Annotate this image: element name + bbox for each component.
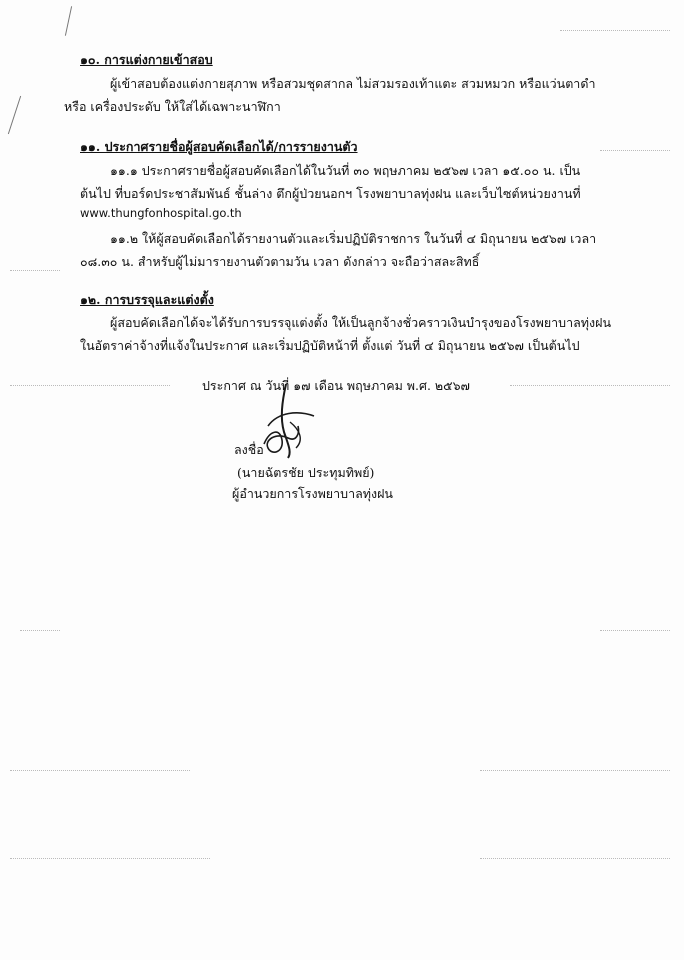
- section-10-heading: ๑๐. การแต่งกายเข้าสอบ: [80, 52, 213, 67]
- scan-speck-line: [10, 770, 190, 772]
- handwritten-signature: [258, 382, 318, 460]
- hospital-website-url: www.thungfonhospital.go.th: [80, 206, 242, 220]
- signer-name: (นายฉัตรชัย ประทุมทิพย์): [237, 465, 375, 480]
- scan-speck-line: [600, 150, 670, 152]
- scan-speck-line: [20, 630, 60, 632]
- scan-speck-line: [510, 385, 670, 387]
- scan-speck-line: [10, 270, 60, 272]
- scan-mark-left: [8, 96, 21, 134]
- announcement-date-line: ประกาศ ณ วันที่ ๑๗ เดือน พฤษภาคม พ.ศ. ๒๕๖๗: [202, 378, 470, 393]
- signer-title: ผู้อำนวยการโรงพยาบาลทุ่งฝน: [232, 486, 393, 501]
- scan-mark-top: [65, 6, 72, 36]
- scan-speck-line: [600, 630, 670, 632]
- section-11-item1-line2: ต้นไป ที่บอร์ดประชาสัมพันธ์ ชั้นล่าง ตึกผู้ป่วยนอกฯ โรงพยาบาลทุ่งฝน และเว็บไซต์หน่วยงานที่: [80, 186, 581, 201]
- section-12-body-line2: ในอัตราค่าจ้างที่แจ้งในประกาศ และเริ่มปฏิบัติหน้าที่ ตั้งแต่ วันที่ ๔ มิถุนายน ๒๕๖๗ เป็นต้นไป: [80, 338, 580, 353]
- section-11-item2-line1: ๑๑.๒ ให้ผู้สอบคัดเลือกได้รายงานตัวและเริ่มปฏิบัติราชการ ในวันที่ ๔ มิถุนายน ๒๕๖๗ เวลา: [110, 231, 597, 246]
- scan-speck-line: [560, 30, 670, 32]
- scan-speck-line: [480, 858, 670, 860]
- section-12-heading: ๑๒. การบรรจุและแต่งตั้ง: [80, 292, 214, 307]
- section-10-body-line1: ผู้เข้าสอบต้องแต่งกายสุภาพ หรือสวมชุดสากล ไม่สวมรองเท้าแตะ สวมหมวก หรือแว่นตาดำ: [110, 76, 596, 91]
- section-11-heading: ๑๑. ประกาศรายชื่อผู้สอบคัดเลือกได้/การรายงานตัว: [80, 139, 358, 154]
- section-12-body-line1: ผู้สอบคัดเลือกได้จะได้รับการบรรจุแต่งตั้ง ให้เป็นลูกจ้างชั่วคราวเงินบำรุงของโรงพยาบาลทุ่งฝน: [110, 315, 612, 330]
- scan-speck-line: [10, 858, 210, 860]
- signed-label: ลงชื่อ: [234, 442, 264, 457]
- section-11-item1-line1: ๑๑.๑ ประกาศรายชื่อผู้สอบคัดเลือกได้ในวันที่ ๓๐ พฤษภาคม ๒๕๖๗ เวลา ๑๕.๐๐ น. เป็น: [110, 163, 581, 178]
- section-11-item2-line2: ๐๘.๓๐ น. สำหรับผู้ไม่มารายงานตัวตามวัน เวลา ดังกล่าว จะถือว่าสละสิทธิ์: [80, 254, 480, 269]
- scan-speck-line: [10, 385, 170, 387]
- section-10-body-line2: หรือ เครื่องประดับ ให้ใส่ได้เฉพาะนาฬิกา: [64, 99, 281, 114]
- scan-speck-line: [480, 770, 670, 772]
